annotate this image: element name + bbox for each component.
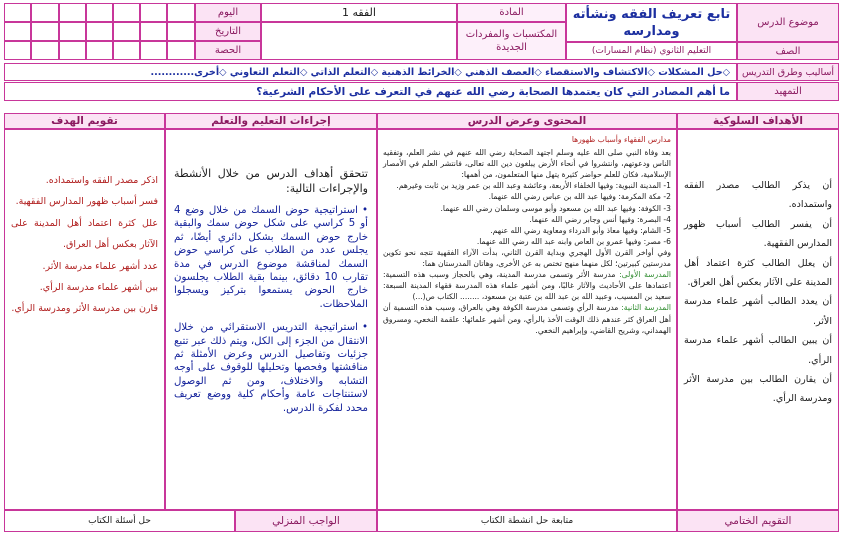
procedure-item: • استراتيجية التدريس الاستقرائي من خلال الانتقال من الجزء إلى الكل، ويتم ذلك عبر تتبع جزئيات وتفاصيل الدرس وعرض الأمثلة ثم مناقشتها وفحصها وتحليلها للوقوف على أوجه التشابه والاختلاف، ومن ثم الوصول لاستنتاجات عامة وأحكام كلية ووضع تعريف محدد لفكرة الدرس. <box>174 321 368 415</box>
competencies-label: المكتسبات والمفردات الجديدة <box>457 22 566 60</box>
methods-label: أساليب وطرق التدريس <box>737 63 839 81</box>
homework-label: الواجب المنزلي <box>235 510 377 532</box>
competencies-value <box>261 22 457 60</box>
grade-label: الصف <box>737 42 839 60</box>
procedures-column <box>165 129 377 510</box>
evaluation-column <box>4 129 165 510</box>
school-one <box>383 269 671 302</box>
school-one-text: مدرسة الأثر وتسمى مدرسة المدينة، وهي بالحجاز وسبب هذه التسمية: اعتمادها على الأحاديث والآثار غالبًا، ومن أشهر علماء هذه المدرسة فقهاء المدينة السبعة: سعيد بن المسيب، وعبيد الله بن عبد الله بن عتبة بن مسعود، ........ الكتاب ص(...) <box>383 270 671 302</box>
evaluation-header: تقويم الهدف <box>4 113 165 129</box>
intro-label: التمهيد <box>737 82 839 101</box>
school-two <box>383 302 671 335</box>
procedures-header: إجراءات التعليم والتعلم <box>165 113 377 129</box>
evaluation-item: بين أشهر علماء مدرسة الرأي. <box>39 282 158 294</box>
evaluation-item: فسر أسباب ظهور المدارس الفقهية. <box>15 196 158 208</box>
school-one-label: المدرسة الأولى: <box>619 270 671 280</box>
lesson-topic-label: موضوع الدرس <box>737 3 839 42</box>
objectives-header: الأهداف السلوكية <box>677 113 839 129</box>
city-item: 4- البصرة: وفيها أنس وجابر رضي الله عنهما. <box>529 214 671 224</box>
methods-value: ◇حل المشكلات ◇الاكتشاف والاستقصاء ◇العصف الذهني ◇الخرائط الذهنية ◇التعلم الذاتي ◇التعلم التعاوني ◇أخرى............ <box>4 63 737 81</box>
date-label: التاريخ <box>195 22 261 41</box>
lesson-topic-value: تابع تعريف الفقه ونشأته ومدارسه <box>566 3 737 42</box>
procedure-item: • استراتيجية حوض السمك من خلال وضع 4 أو 5 كراسي على شكل حوض سمك والبقية خارج حوض السمك بشكل دائري أيضًا، ثم يجلس عدد من الطلاب على كراسي حوض السمك لمناقشة موضوع الدرس في مدة تقارب 10 دقائق، بينما بقية الطلاب يجلسون خارج الحوض يستمعوا بتركيز ويسجلوا الملاحظات. <box>174 204 368 311</box>
intro-value: ما أهم المصادر التي كان يعتمدها الصحابة رضي الله عنهم في التعرف على الأحكام الشرعية؟ <box>4 82 737 101</box>
objective-item: أن يذكر الطالب مصدر الفقه واستمداده. <box>684 180 832 211</box>
subject-value: الفقه 1 <box>261 3 457 22</box>
school-two-text: مدرسة الرأي وتسمى مدرسة الكوفة وهي بالعراق، وسبب هذه التسمية أن أهل العراق كثر عندهم ذلك الوقت الأخذ بالرأي، ومن أشهر علمائها: علقمة النخعي، ومسروق الهمداني، وشريح القاضي، وإبراهيم النخعي. <box>383 303 671 335</box>
evaluation-item: قارن بين مدرسة الأثر ومدرسة الرأي. <box>11 303 158 315</box>
objectives-column <box>677 129 839 510</box>
period-label: الحصة <box>195 41 261 60</box>
school-two-label: المدرسة الثانية: <box>621 303 671 313</box>
evaluation-item: عدد أشهر علماء مدرسة الأثر. <box>42 260 158 272</box>
content-middle: وفي أواخر القرن الأول الهجري وبداية القرن الثاني، بدأت الآراء الفقهية تتجه نحو تكوين مدرستين كبيرتين؛ لكل منهما منهج تختص به عن الأخرى، وهاتان المدرستان هما: <box>383 247 671 269</box>
procedures-intro: تتحقق أهداف الدرس من خلال الأنشطة والإجراءات التالية: <box>174 167 368 195</box>
final-eval-value: متابعة حل انشطة الكتاب <box>377 510 677 532</box>
city-item: 6- مصر: وفيها عمرو بن العاص وابنه عبد الله رضي الله عنهما. <box>476 236 671 246</box>
final-eval-label: التقويم الختامي <box>677 510 839 532</box>
schedule-grid <box>4 3 195 60</box>
content-intro: بعد وفاة النبي صلى الله عليه وسلم اجتهد الصحابة رضي الله عنهم في نشر العلم، وتفقيه الناس ودعوتهم، وانتشروا في أنحاء الأرض يبلغون دين الله تعالى، فانتشر العلم في الأمصار الإسلامية، فكان للعلم حواضر كثيرة يتهل منها المتعلمون، من أهمها: <box>383 148 671 180</box>
content-heading: مدارس الفقهاء وأسباب ظهورها <box>571 135 671 144</box>
subject-label: المادة <box>457 3 566 22</box>
city-item: 5- الشام: وفيها معاذ وأبو الدرداء ومعاوية رضي الله عنهم. <box>490 225 671 235</box>
city-item: 3- الكوفة: وفيها عبد الله بن مسعود وأبو موسى وسلمان رضي الله عنهما. <box>440 203 671 213</box>
city-item: 1- المدينة النبوية: وفيها الخلفاء الأربعة، وعائشة وعبد الله بن عمر وزيد بن ثابت وغيرهم. <box>396 181 671 191</box>
objective-item: أن يعلل الطالب كثرة اعتماد أهل المدينة على الآثار بعكس أهل العراق. <box>684 257 832 289</box>
objective-item: أن يقارن الطالب بين مدرسة الأثر ومدرسة الرأي. <box>684 374 832 405</box>
evaluation-item: علل كثرة اعتماد أهل المدينة على الآثار بعكس أهل العراق. <box>11 217 158 251</box>
objective-item: أن يفسر الطالب أسباب ظهور المدارس الفقهية. <box>684 218 832 250</box>
objective-item: أن يبين الطالب أشهر علماء مدرسة الرأي. <box>684 335 832 366</box>
grade-value: التعليم الثانوي (نظام المسارات) <box>566 42 737 60</box>
content-header: المحتوى وعرض الدرس <box>377 113 677 129</box>
homework-value: حل أسئلة الكتاب <box>4 510 235 532</box>
day-label: اليوم <box>195 3 261 22</box>
city-item: 2- مكة المكرمة: وفيها عبد الله بن عباس رضي الله عنهما. <box>488 192 671 202</box>
evaluation-item: اذكر مصدر الفقه واستمداده. <box>45 175 158 186</box>
objective-item: أن يعدد الطالب أشهر علماء مدرسة الأثر. <box>684 296 832 327</box>
content-column <box>377 129 677 510</box>
